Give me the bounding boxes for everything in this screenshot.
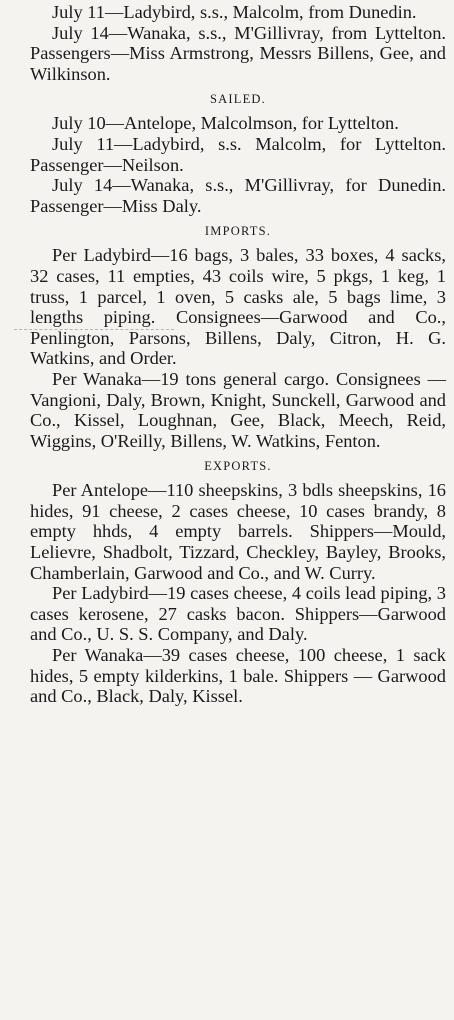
- sailed-heading: SAILED.: [210, 92, 266, 107]
- sailed-entry: July 11—Ladybird, s.s. Malcolm, for Lyttelton. Passenger—Neilson.: [30, 133, 446, 175]
- imports-entry: Per Wanaka—19 tons general cargo. Consignees — Vangioni, Daly, Brown, Knight, Sunckell, Garwood and Co., Kissel, Loughnan, Gee, Black, Meech, Reid, Wiggins, O'Reilly, Billens, W. Watkins, Fenton.: [30, 368, 446, 451]
- exports-heading: EXPORTS.: [204, 459, 272, 474]
- exports-entry: Per Wanaka—39 cases cheese, 100 cheese, 1 sack hides, 5 empty kilderkins, 1 bale. Shippers — Garwood and Co., Black, Daly, Kissel.: [30, 645, 446, 707]
- arrival-entry: July 14—Wanaka, s.s., M'Gillivray, from Lyttelton. Passengers—Miss Armstrong, Messrs Billens, Gee, and Wilkinson.: [30, 22, 446, 84]
- imports-heading: IMPORTS.: [204, 224, 272, 239]
- arrival-entry: July 11—Ladybird, s.s., Malcolm, from Dunedin.: [52, 2, 417, 22]
- sailed-entry: July 14—Wanaka, s.s., M'Gillivray, for Dunedin. Passenger—Miss Daly.: [30, 175, 446, 216]
- section-divider-dashed: [14, 329, 174, 330]
- imports-entry: Per Ladybird—16 bags, 3 bales, 33 boxes, 4 sacks, 32 cases, 11 empties, 43 coils wire, 5 pkgs, 1 keg, 1 truss, 1 parcel, 1 oven, 5 casks ale, 5 bags lime, 3 lengths piping. Consignees—Garwood and Co., Penlington, Parsons, Billens, Daly, Citron, H. G. Watkins, and Order.: [30, 245, 446, 369]
- exports-entry: Per Antelope—110 sheepskins, 3 bdls sheepskins, 16 hides, 91 cheese, 2 cases cheese, 10 cases brandy, 8 empty hhds, 4 empty barrels. Shippers—Mould, Lelievre, Shadbolt, Tizzard, Checkley, Bayley, Brooks, Chamberlain, Garwood and Co., and W. Curry.: [30, 480, 446, 583]
- sailed-entry: July 10—Antelope, Malcolmson, for Lyttelton.: [52, 113, 399, 134]
- exports-entry: Per Ladybird—19 cases cheese, 4 coils lead piping, 3 cases kerosene, 27 casks bacon. Shippers—Garwood and Co., U. S. S. Company, and Daly.: [30, 583, 446, 645]
